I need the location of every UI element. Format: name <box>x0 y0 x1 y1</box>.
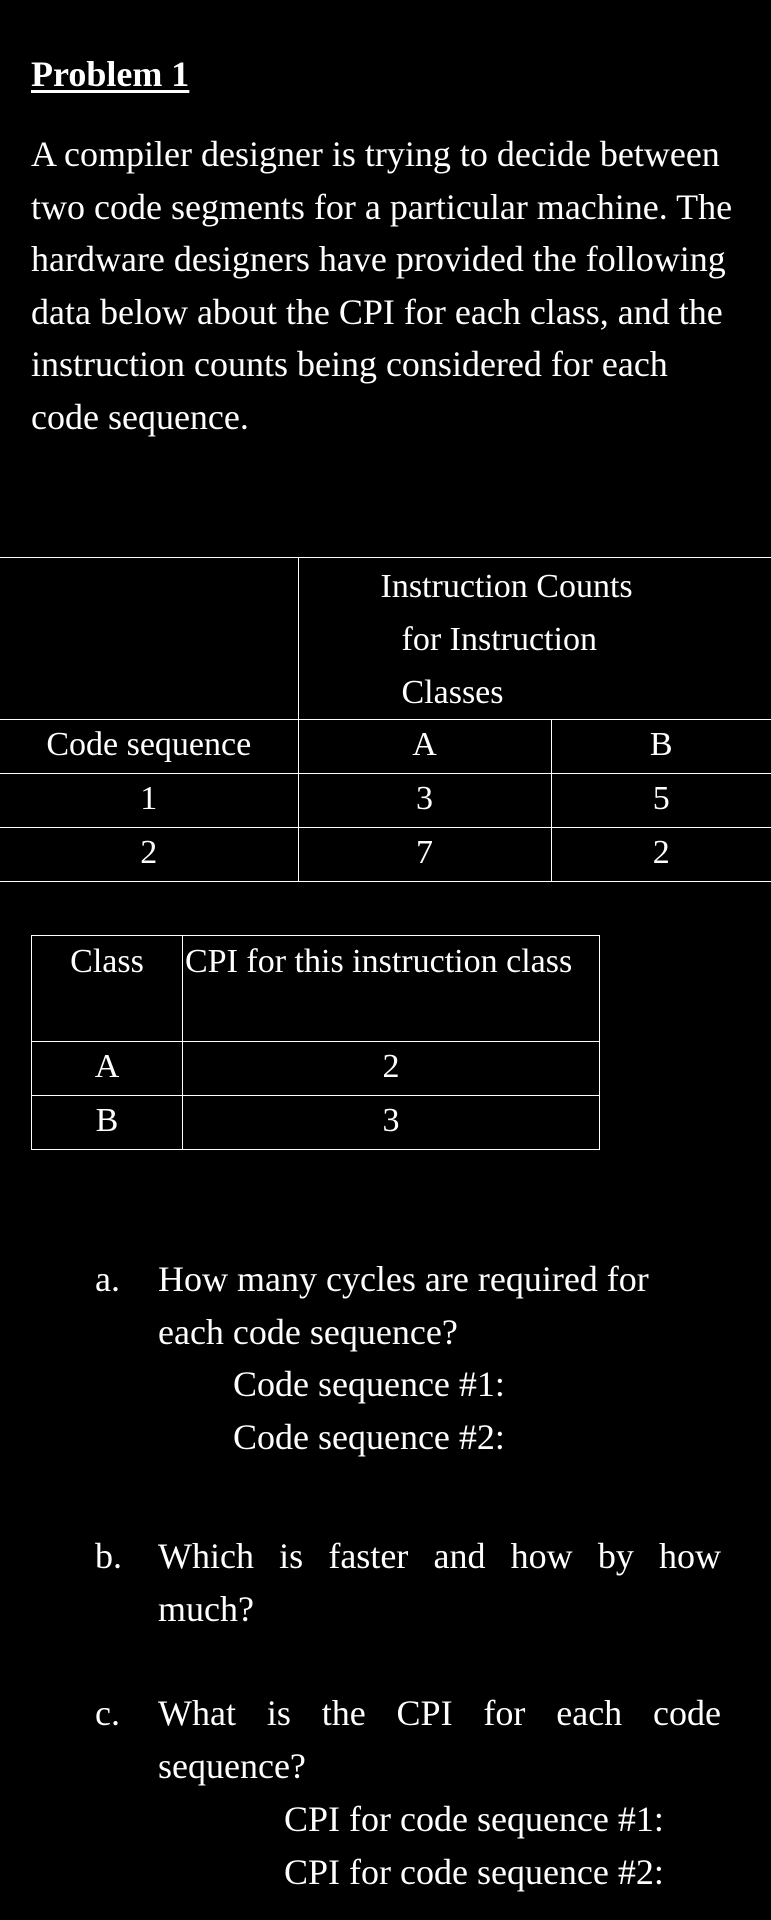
answer-label: Code sequence #1: <box>233 1364 505 1404</box>
answer-label: CPI for code sequence #1: <box>284 1799 664 1839</box>
cpi-table <box>31 935 600 1150</box>
table-row <box>0 828 771 882</box>
answer-label: CPI for code sequence #2: <box>284 1852 664 1892</box>
table-cell: 2 <box>183 1042 600 1096</box>
header-line: Instruction Counts <box>380 568 633 605</box>
empty-header-cell <box>0 558 298 720</box>
question-marker: b. <box>95 1536 122 1576</box>
table-cell: 2 <box>0 828 298 882</box>
column-header-cpi: CPI for this instruction class <box>183 936 600 1042</box>
instruction-counts-header <box>298 558 771 720</box>
table-row <box>32 1096 600 1150</box>
table-cell: A <box>32 1042 183 1096</box>
table-header-row <box>0 558 771 720</box>
table-cell: 3 <box>183 1096 600 1150</box>
question-b <box>0 1530 771 1640</box>
column-header-a: A <box>298 720 551 774</box>
question-text: Which is faster and how by how much? <box>158 1536 721 1629</box>
question-marker: c. <box>95 1693 120 1733</box>
column-header-code-sequence: Code sequence <box>0 720 298 774</box>
header-line: Classes <box>401 674 504 711</box>
table-column-row <box>0 720 771 774</box>
problem-description: A compiler designer is trying to decide between two code segments for a particular machine. The hardware designers have provided the following data below about the CPI for each class, and the instruction counts being considered for each code sequence. <box>31 134 733 437</box>
table-cell: 2 <box>551 828 771 882</box>
table-cell: 7 <box>298 828 551 882</box>
table-cell: 5 <box>551 774 771 828</box>
question-marker: a. <box>95 1259 120 1299</box>
problem-title: Problem 1 <box>31 54 190 94</box>
column-header-b: B <box>551 720 771 774</box>
question-text: How many cycles are required for each code sequence? <box>158 1259 649 1352</box>
column-header-class: Class <box>32 936 183 1042</box>
header-line: for Instruction <box>401 621 597 658</box>
table-cell: 1 <box>0 774 298 828</box>
table-row <box>32 1042 600 1096</box>
answer-label: Code sequence #2: <box>233 1417 505 1457</box>
table-row <box>0 774 771 828</box>
instruction-counts-table <box>0 557 771 882</box>
question-text: What is the CPI for each code sequence? <box>158 1693 721 1786</box>
table-cell: B <box>32 1096 183 1150</box>
table-cell: 3 <box>298 774 551 828</box>
question-c <box>0 1687 771 1797</box>
table-header-row <box>32 936 600 1042</box>
question-a <box>0 1253 771 1363</box>
